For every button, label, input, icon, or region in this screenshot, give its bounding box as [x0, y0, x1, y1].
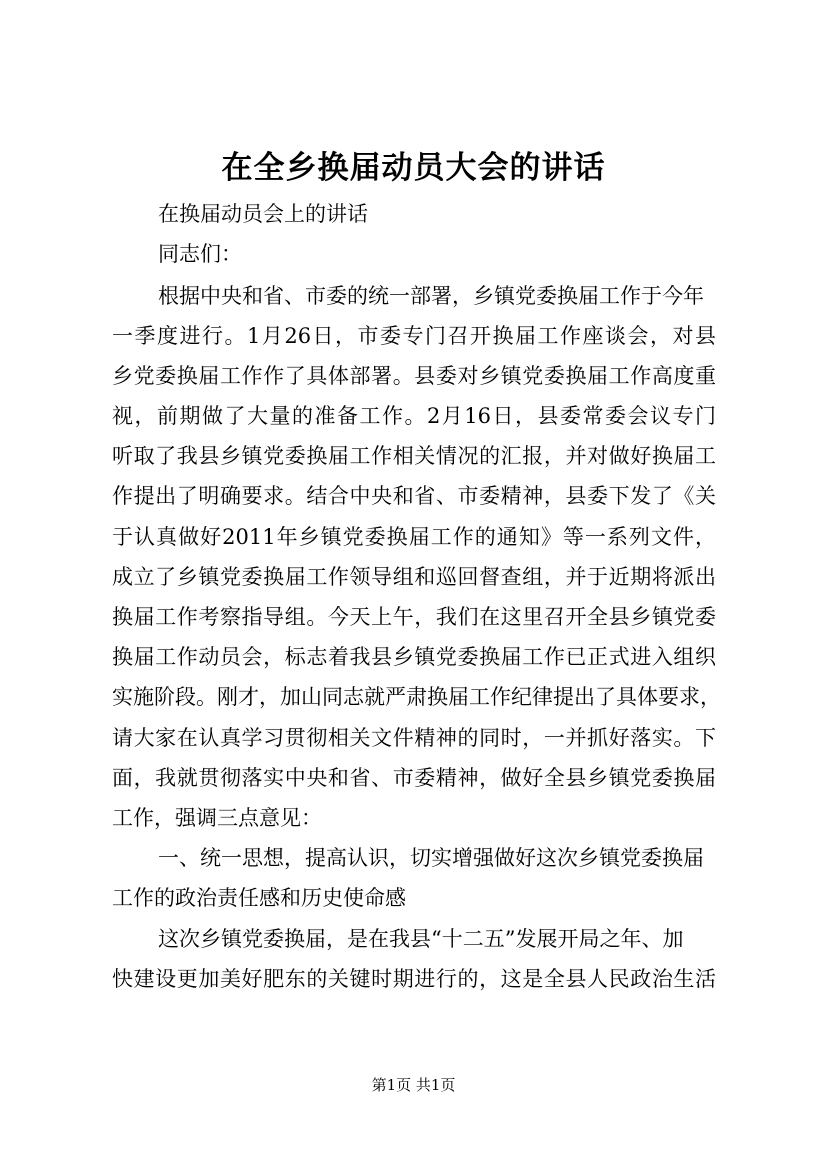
body-line: 作提出了明确要求。结合中央和省、市委精神，县委下发了《关	[112, 484, 716, 508]
body-line: 于认真做好2011年乡镇党委换届工作的通知》等一系列文件，	[112, 525, 716, 549]
document-title: 在全乡换届动员大会的讲话	[221, 150, 606, 186]
page-number-footer: 第1页 共1页	[371, 1076, 456, 1094]
body-line: 一季度进行。1月26日，市委专门召开换届工作座谈会，对县	[112, 324, 716, 348]
body-line: 根据中央和省、市委的统一部署，乡镇党委换届工作于今年	[158, 284, 704, 308]
body-line: 换届工作考察指导组。今天上午，我们在这里召开全县乡镇党委	[112, 605, 716, 629]
body-line: 视，前期做了大量的准备工作。2月16日，县委常委会议专门	[112, 404, 716, 428]
section-heading-line: 工作的政治责任感和历史使命感	[112, 886, 406, 910]
section-heading-line: 一、统一思想，提高认识，切实增强做好这次乡镇党委换届	[158, 846, 704, 870]
subtitle-line: 在换届动员会上的讲话	[158, 202, 368, 226]
body-line: 换届工作动员会，标志着我县乡镇党委换届工作已正式进入组织	[112, 645, 716, 669]
body-line: 快建设更加美好肥东的关键时期进行的，这是全县人民政治生活	[112, 967, 716, 991]
body-line: 面，我就贯彻落实中央和省、市委精神，做好全县乡镇党委换届	[112, 766, 716, 790]
body-line: 实施阶段。刚才，加山同志就严肃换届工作纪律提出了具体要求，	[112, 685, 721, 709]
body-line: 这次乡镇党委换届，是在我县“十二五”发展开局之年、加	[158, 927, 684, 951]
body-line: 听取了我县乡镇党委换届工作相关情况的汇报，并对做好换届工	[112, 444, 716, 468]
body-line: 成立了乡镇党委换届工作领导组和巡回督查组，并于近期将派出	[112, 565, 716, 589]
body-line: 工作，强调三点意见：	[112, 806, 322, 830]
salutation-line: 同志们：	[158, 242, 242, 266]
body-line: 乡党委换届工作作了具体部署。县委对乡镇党委换届工作高度重	[112, 364, 716, 388]
body-line: 请大家在认真学习贯彻相关文件精神的同时，一并抓好落实。下	[112, 726, 716, 750]
